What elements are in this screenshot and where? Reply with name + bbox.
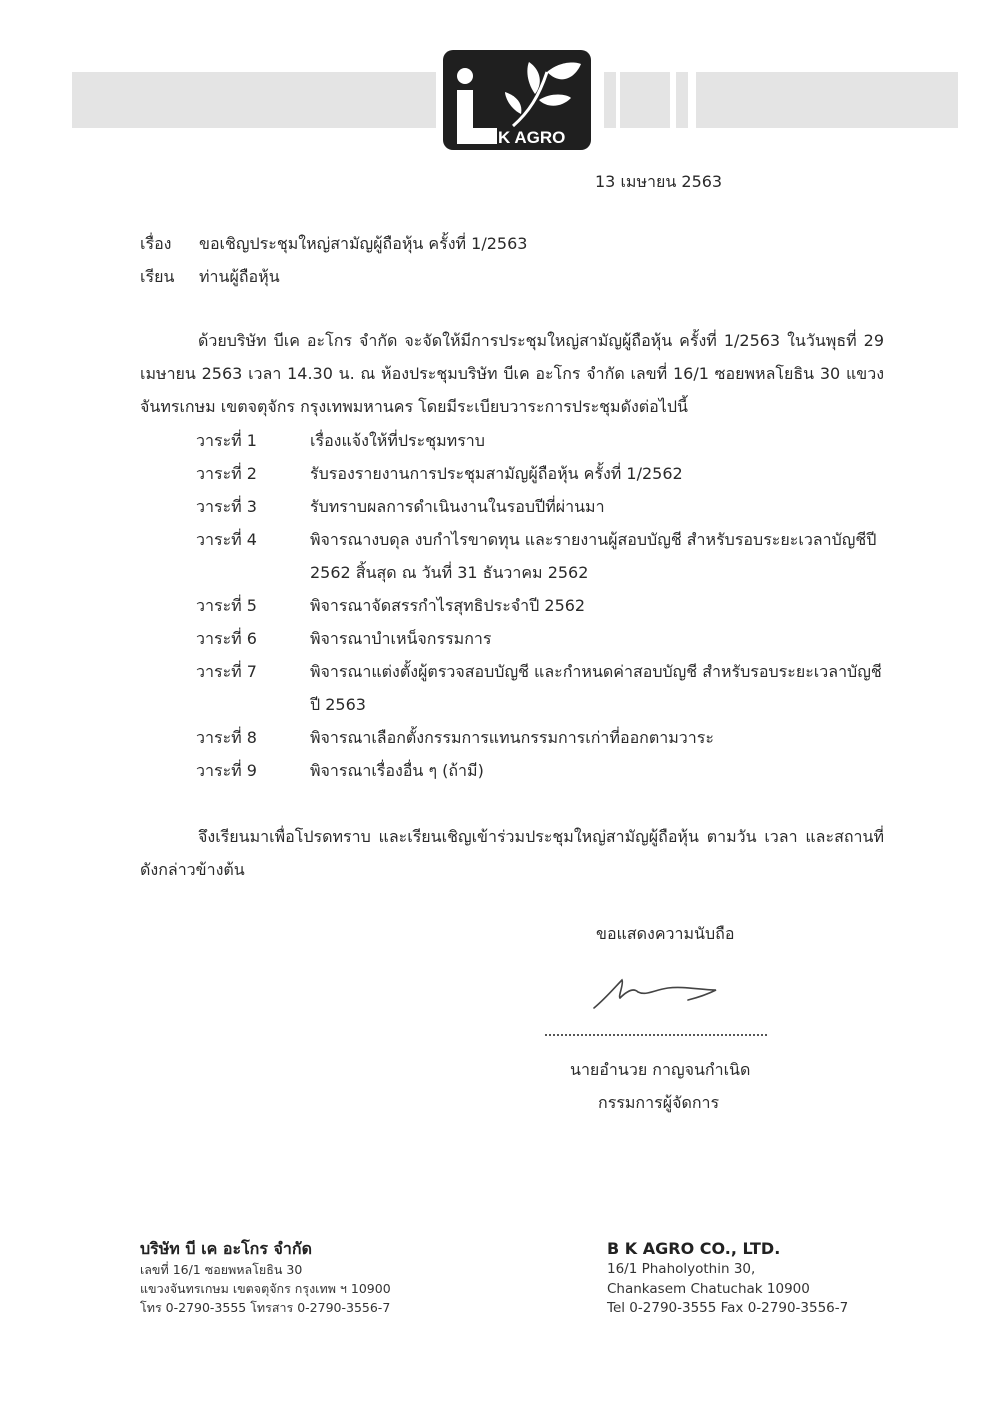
agenda-item xyxy=(196,655,886,721)
signature-scribble xyxy=(588,968,728,1012)
letterhead-band-right xyxy=(676,72,688,128)
footer-phone: Tel 0-2790-3555 Fax 0-2790-3556-7 xyxy=(607,1300,849,1316)
agenda-list xyxy=(196,424,886,787)
footer-address-line: Chankasem Chatuchak 10900 xyxy=(607,1280,810,1297)
agenda-title: รับรองรายงานการประชุมสามัญผู้ถือหุ้น ครั้งที่ 1/2562 xyxy=(310,464,683,483)
agenda-title: พิจารณาบำเหน็จกรรมการ xyxy=(310,629,492,648)
footer-thai xyxy=(140,1238,391,1317)
agenda-title: พิจารณางบดุล งบกำไรขาดทุน และรายงานผู้สอบบัญชี สำหรับรอบระยะเวลาบัญชีปี 2562 สิ้นสุด ณ วันที่ 31 ธันวาคม 2562 xyxy=(310,530,877,582)
agenda-title: รับทราบผลการดำเนินงานในรอบปีที่ผ่านมา xyxy=(310,497,605,516)
footer-company-th: บริษัท บี เค อะโกร จำกัด xyxy=(140,1239,312,1258)
agenda-number: วาระที่ 7 xyxy=(196,662,257,681)
agenda-title: พิจารณาแต่งตั้งผู้ตรวจสอบบัญชี และกำหนดค่าสอบบัญชี สำหรับรอบระยะเวลาบัญชี ปี 2563 xyxy=(310,662,882,714)
recipient-label: เรียน xyxy=(140,267,175,286)
footer-address-line: เลขที่ 16/1 ซอยพหลโยธิน 30 xyxy=(140,1262,303,1277)
agenda-number: วาระที่ 5 xyxy=(196,596,257,615)
intro-paragraph: ด้วยบริษัท บีเค อะโกร จำกัด จะจัดให้มีการประชุมใหญ่สามัญผู้ถือหุ้น ครั้งที่ 1/2563 ในวันพุธที่ 29 เมษายน 2563 เวลา 14.30 น. ณ ห้องประชุมบริษัท บีเค อะโกร จำกัด เลขที่ 16/1 ซอยพหลโยธิน 30 แขวงจันทรเกษม เขตจตุจักร กรุงเทพมหานคร โดยมีระเบียบวาระการประชุมดังต่อไปนี้ xyxy=(140,331,884,416)
agenda-item xyxy=(196,622,886,655)
agenda-item xyxy=(196,721,886,754)
agenda-item xyxy=(196,424,886,457)
letterhead-band-left xyxy=(72,72,436,128)
signature-line xyxy=(545,1034,767,1036)
subject-label: เรื่อง xyxy=(140,234,172,253)
agenda-number: วาระที่ 3 xyxy=(196,497,257,516)
agenda-number: วาระที่ 8 xyxy=(196,728,257,747)
agenda-title: พิจารณาเลือกตั้งกรรมการแทนกรรมการเก่าที่ออกตามวาระ xyxy=(310,728,714,747)
agenda-number: วาระที่ 6 xyxy=(196,629,257,648)
letter-date: 13 เมษายน 2563 xyxy=(595,172,723,191)
complimentary-close: ขอแสดงความนับถือ xyxy=(596,924,735,943)
closing-paragraph: จึงเรียนมาเพื่อโปรดทราบ และเรียนเชิญเข้าร่วมประชุมใหญ่สามัญผู้ถือหุ้น ตามวัน เวลา และสถานที่ดังกล่าวข้างต้น xyxy=(140,827,884,879)
logo-text: B K AGRO xyxy=(481,128,566,147)
footer-address-line: แขวงจันทรเกษม เขตจตุจักร กรุงเทพ ฯ 10900 xyxy=(140,1281,391,1296)
footer-phone: โทร 0-2790-3555 โทรสาร 0-2790-3556-7 xyxy=(140,1300,391,1315)
agenda-number: วาระที่ 2 xyxy=(196,464,257,483)
agenda-number: วาระที่ 4 xyxy=(196,530,257,549)
agenda-title: พิจารณาจัดสรรกำไรสุทธิประจำปี 2562 xyxy=(310,596,586,615)
footer-company-en: B K AGRO CO., LTD. xyxy=(607,1239,781,1258)
agenda-item xyxy=(196,523,886,589)
agenda-item xyxy=(196,490,886,523)
signer-title: กรรมการผู้จัดการ xyxy=(598,1093,720,1112)
letterhead-band-right xyxy=(620,72,670,128)
subject-text: ขอเชิญประชุมใหญ่สามัญผู้ถือหุ้น ครั้งที่ 1/2563 xyxy=(199,234,528,253)
footer-address-line: 16/1 Phaholyothin 30, xyxy=(607,1261,756,1277)
footer-english xyxy=(607,1238,848,1319)
agenda-item xyxy=(196,589,886,622)
agenda-title: เรื่องแจ้งให้ที่ประชุมทราบ xyxy=(310,431,485,450)
letterhead-band-right xyxy=(696,72,958,128)
letterhead-band-right xyxy=(604,72,616,128)
agenda-number: วาระที่ 9 xyxy=(196,761,257,780)
bk-agro-logo xyxy=(443,50,591,150)
signer-name: นายอำนวย กาญจนกำเนิด xyxy=(570,1060,751,1079)
agenda-item xyxy=(196,754,886,787)
agenda-item xyxy=(196,457,886,490)
agenda-number: วาระที่ 1 xyxy=(196,431,257,450)
agenda-title: พิจารณาเรื่องอื่น ๆ (ถ้ามี) xyxy=(310,761,484,780)
recipient-text: ท่านผู้ถือหุ้น xyxy=(199,267,280,286)
